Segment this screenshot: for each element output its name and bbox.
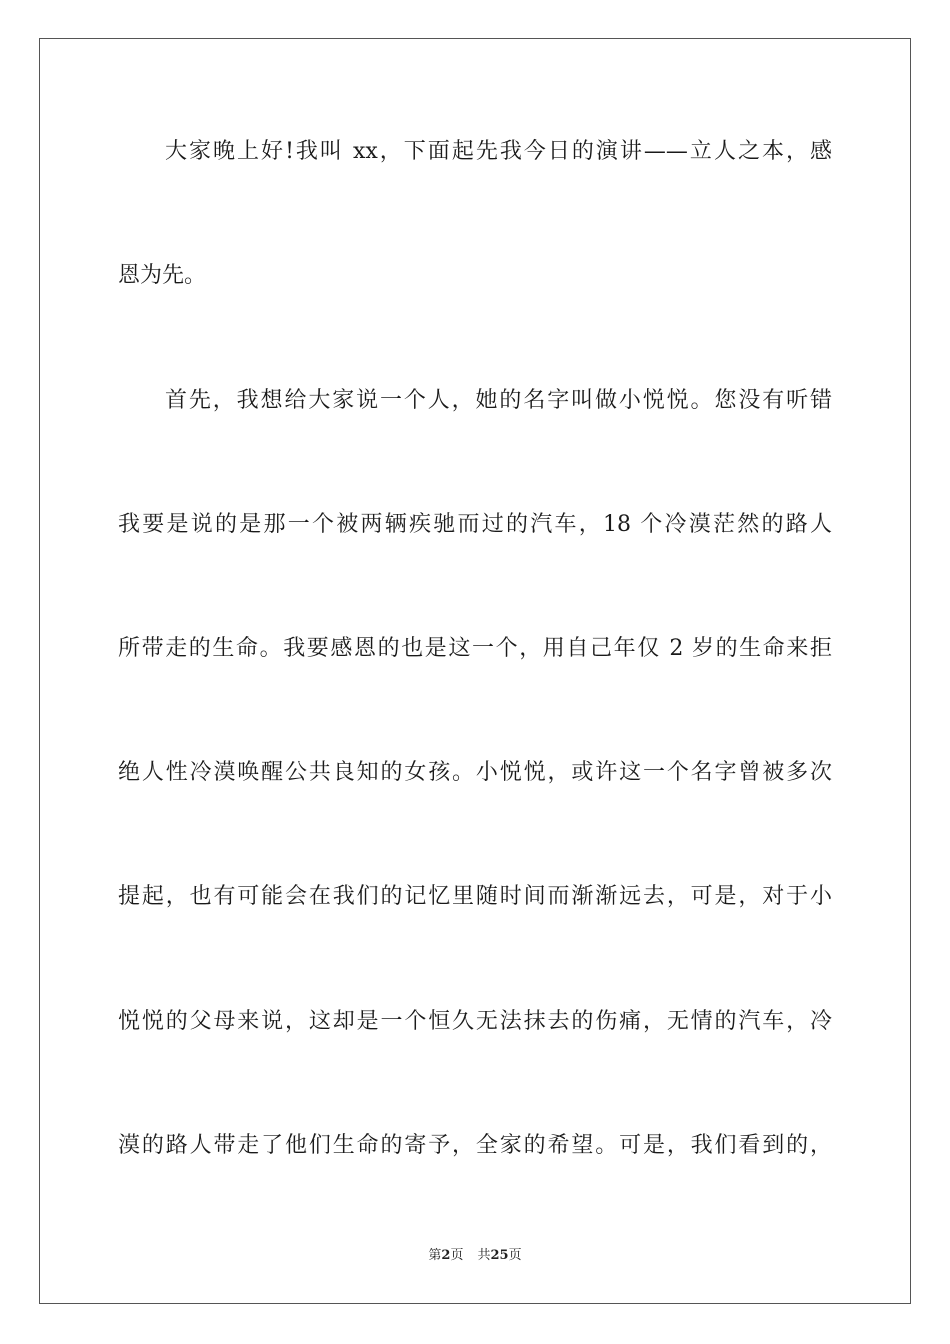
paragraph-1-line-2: 恩为先。 xyxy=(118,263,207,288)
paragraph-2-line-6: 悦悦的父母来说，这却是一个恒久无法抹去的伤痛，无情的汽车，冷 xyxy=(118,1009,832,1034)
page-suffix: 页 xyxy=(450,1248,464,1263)
page-number: 2 xyxy=(441,1248,451,1263)
paragraph-2-line-7: 漠的路人带走了他们生命的寄予，全家的希望。可是，我们看到的， xyxy=(118,1133,832,1158)
paragraph-2-line-2: 我要是说的是那一个被两辆疾驰而过的汽车，18 个冷漠茫然的路人 xyxy=(118,512,832,537)
paragraph-2-line-1: 首先，我想给大家说一个人，她的名字叫做小悦悦。您没有听错 xyxy=(165,388,832,413)
page-border xyxy=(39,38,911,1304)
total-pages: 25 xyxy=(490,1248,509,1263)
paragraph-1-line-1: 大家晚上好!我叫 xx，下面起先我今日的演讲——立人之本，感 xyxy=(165,139,832,164)
page-footer xyxy=(0,1247,950,1265)
paragraph-2-line-5: 提起，也有可能会在我们的记忆里随时间而渐渐远去，可是，对于小 xyxy=(118,884,832,909)
paragraph-2-line-4: 绝人性冷漠唤醒公共良知的女孩。小悦悦，或许这一个名字曾被多次 xyxy=(118,760,832,785)
page-prefix: 第 xyxy=(428,1248,442,1263)
paragraph-2-line-3: 所带走的生命。我要感恩的也是这一个，用自己年仅 2 岁的生命来拒 xyxy=(118,636,832,661)
total-prefix: 共 xyxy=(477,1248,491,1263)
total-suffix: 页 xyxy=(508,1248,522,1263)
